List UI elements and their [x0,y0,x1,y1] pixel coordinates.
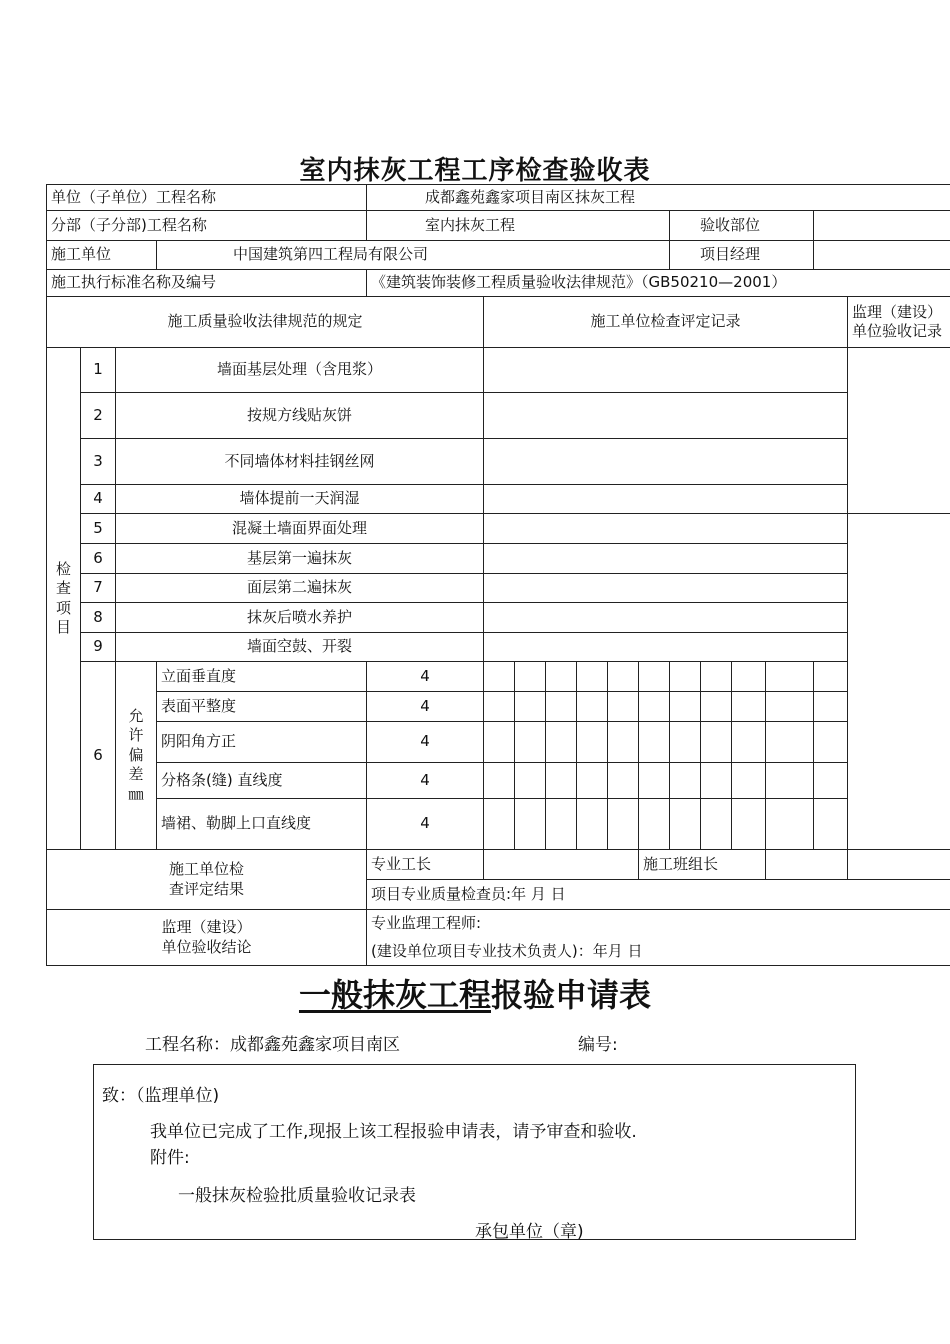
project-name-row [47,185,950,211]
application-box [93,1064,856,1240]
item-record[interactable] [484,633,848,662]
supervisor-record-cell[interactable] [848,348,950,514]
signature-line: 承包单位（章) [475,1222,584,1242]
measure-cell[interactable] [732,799,766,850]
measure-cell[interactable] [608,662,639,692]
request-body: 我单位已完成了工作,现报上该工程报验申请表，请予审查和验收. [150,1122,637,1142]
measure-cell[interactable] [515,662,546,692]
measure-cell[interactable] [639,662,670,692]
measure-cell[interactable] [701,763,732,799]
item-record[interactable] [484,603,848,633]
tolerance-name: 墙裙、勒脚上口直线度 [157,799,367,850]
measure-cell[interactable] [484,722,515,763]
supervisor-record-header [848,297,950,348]
check-item-row [47,603,950,633]
item-number: 3 [81,439,116,485]
inspection-table [46,184,950,966]
sub-project-row [47,211,950,241]
measure-cell[interactable] [670,799,701,850]
item-number: 7 [81,574,116,603]
item-number: 8 [81,603,116,633]
sub-project-label: 分部（子分部)工程名称 [47,211,367,241]
column-header-row [47,297,950,348]
measure-cell[interactable] [732,763,766,799]
measure-cell[interactable] [766,662,814,692]
supervisor-record-cell[interactable] [848,514,950,850]
item-number: 6 [81,544,116,574]
measure-cell[interactable] [515,692,546,722]
measure-cell[interactable] [766,692,814,722]
measure-cell[interactable] [732,662,766,692]
acceptance-part-label: 验收部位 [670,211,814,241]
acceptance-part-value[interactable] [814,211,950,241]
team-leader-label: 施工班组长 [639,850,766,880]
check-items-char: 检 [55,559,71,578]
result-label-line2: 查评定结果 [169,879,245,898]
measure-cell[interactable] [515,763,546,799]
application-project-name: 工程名称：成都鑫苑鑫家项目南区 [145,1035,400,1055]
measure-cell[interactable] [670,692,701,722]
application-number-label: 编号: [578,1035,618,1055]
project-name-value: 成都鑫苑鑫家项目南区抹灰工程 [367,185,950,211]
application-title-rest: 报验申请表 [491,976,652,1014]
tolerance-char: 允 [128,706,144,725]
check-item-row [47,485,950,514]
measure-cell[interactable] [701,722,732,763]
item-number: 5 [81,514,116,544]
spec-column-header: 施工质量验收法律规范的规定 [47,297,484,348]
measure-cell[interactable] [814,692,848,722]
item-number: 1 [81,348,116,393]
tolerance-char: 许 [128,726,144,745]
to-line: 致：（监理单位) [102,1086,220,1106]
tolerance-label [116,662,157,850]
supervisor-record-header-line2: 单位验收记录 [852,322,943,340]
item-record[interactable] [484,485,848,514]
measure-cell[interactable] [608,722,639,763]
measure-cell[interactable] [814,722,848,763]
measure-cell[interactable] [577,692,608,722]
supervisor-engineer-line: 专业监理工程师: [367,910,950,938]
check-item-row [47,544,950,574]
tolerance-name: 分格条(缝) 直线度 [157,763,367,799]
project-name-label: 单位（子单位）工程名称 [47,185,367,211]
measure-cell[interactable] [577,799,608,850]
tolerance-value: 4 [367,692,484,722]
conclusion-label-line1: 监理（建设） [161,918,252,936]
owner-rep-line: (建设单位项目专业技术负责人)：年月 日 [367,938,950,966]
project-manager-label: 项目经理 [670,241,814,270]
measure-cell[interactable] [546,763,577,799]
tolerance-value: 4 [367,799,484,850]
result-row [47,850,950,880]
form-title: 室内抹灰工程工序检查验收表 [299,156,651,186]
check-item-row [47,574,950,603]
contractor-row [47,241,950,270]
check-items-char: 项 [55,598,71,617]
check-item-row [47,514,950,544]
contractor-record-header: 施工单位检查评定记录 [484,297,848,348]
measure-cell[interactable] [639,722,670,763]
measure-cell[interactable] [546,799,577,850]
contractor-value: 中国建筑第四工程局有限公司 [157,241,670,270]
tolerance-row [47,799,950,850]
project-manager-value[interactable] [814,241,950,270]
item-name: 基层第一遍抹灰 [116,544,484,574]
measure-cell[interactable] [484,692,515,722]
measure-cell[interactable] [732,692,766,722]
measure-cell[interactable] [484,799,515,850]
item-record[interactable] [484,439,848,485]
result-label [47,850,367,910]
inspector-line: 项目专业质量检查员:年 月 日 [367,880,950,910]
application-title-underlined: 一般抹灰工程 [298,976,491,1014]
conclusion-label [47,910,367,966]
item-record[interactable] [484,393,848,439]
team-leader-value[interactable] [766,850,848,880]
item-name: 面层第二遍抹灰 [116,574,484,603]
tolerance-row [47,662,950,692]
measure-cell[interactable] [484,662,515,692]
measure-cell[interactable] [701,799,732,850]
item-number: 2 [81,393,116,439]
measure-cell[interactable] [577,763,608,799]
measure-cell[interactable] [639,799,670,850]
check-item-row [47,439,950,485]
tolerance-value: 4 [367,722,484,763]
conclusion-label-line2: 单位验收结论 [161,937,252,956]
item-record[interactable] [484,544,848,574]
item-name: 混凝土墙面界面处理 [116,514,484,544]
item-name: 墙面基层处理（含甩浆） [116,348,484,393]
check-items-label [47,348,81,850]
foreman-value[interactable] [484,850,639,880]
measure-cell[interactable] [608,692,639,722]
check-items-char: 查 [55,579,71,597]
tolerance-name: 立面垂直度 [157,662,367,692]
item-record[interactable] [484,514,848,544]
measure-cell[interactable] [670,662,701,692]
measure-cell[interactable] [814,662,848,692]
measure-cell[interactable] [515,799,546,850]
tolerance-char: ㎜ [128,784,144,803]
contractor-label: 施工单位 [47,241,157,270]
tolerance-name: 表面平整度 [157,692,367,722]
tolerance-row [47,692,950,722]
item-number: 4 [81,485,116,514]
check-items-char: 目 [55,618,71,636]
supervisor-record-header-line1: 监理（建设） [852,302,943,321]
attachment-item: 一般抹灰检验批质量验收记录表 [178,1186,416,1206]
measure-cell[interactable] [546,722,577,763]
tolerance-value: 4 [367,763,484,799]
measure-cell[interactable] [608,763,639,799]
measure-cell[interactable] [639,692,670,722]
standard-label: 施工执行标准名称及编号 [47,270,367,297]
tolerance-row [47,763,950,799]
measure-cell[interactable] [814,799,848,850]
item-record[interactable] [484,348,848,393]
measure-cell[interactable] [546,662,577,692]
measure-cell[interactable] [546,692,577,722]
measure-cell[interactable] [766,763,814,799]
item-name: 墙体提前一天润湿 [116,485,484,514]
item-name: 按规方线贴灰饼 [116,393,484,439]
measure-cell[interactable] [766,799,814,850]
check-item-row [47,348,950,393]
tolerance-char: 偏 [128,745,144,764]
item-name: 不同墙体材料挂钢丝网 [116,439,484,485]
application-title [0,970,950,1016]
result-label-line1: 施工单位检 [169,860,245,878]
item-record[interactable] [484,574,848,603]
measure-cell[interactable] [577,722,608,763]
measure-cell[interactable] [701,662,732,692]
tolerance-value: 4 [367,662,484,692]
check-item-row [47,633,950,662]
check-item-row [47,393,950,439]
measure-cell[interactable] [670,763,701,799]
item-name: 抹灰后喷水养护 [116,603,484,633]
tolerance-char: 差 [128,765,144,784]
measure-cell[interactable] [577,662,608,692]
measure-cell[interactable] [515,722,546,763]
item-number: 9 [81,633,116,662]
tolerance-row [47,722,950,763]
measure-cell[interactable] [484,763,515,799]
tolerance-name: 阴阳角方正 [157,722,367,763]
measure-cell[interactable] [608,799,639,850]
tolerance-number: 6 [81,662,116,850]
measure-cell[interactable] [814,763,848,799]
attachment-label: 附件: [150,1148,190,1168]
standard-value: 《建筑装饰装修工程质量验收法律规范》（GB50210—2001） [367,270,950,297]
foreman-label: 专业工长 [367,850,484,880]
item-name: 墙面空鼓、开裂 [116,633,484,662]
standard-row [47,270,950,297]
measure-cell[interactable] [639,763,670,799]
measure-cell[interactable] [732,722,766,763]
conclusion-row [47,910,950,938]
sub-project-value: 室内抹灰工程 [367,211,670,241]
measure-cell[interactable] [701,692,732,722]
measure-cell[interactable] [670,722,701,763]
measure-cell[interactable] [766,722,814,763]
